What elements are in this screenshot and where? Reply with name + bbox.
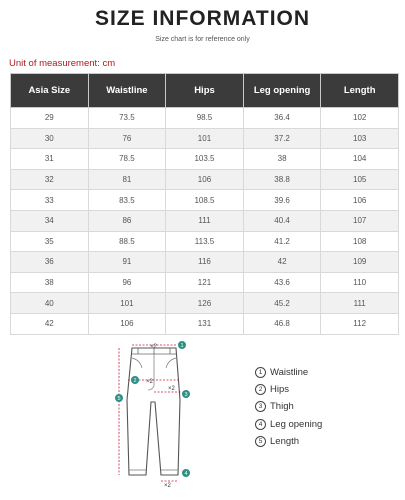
table-row <box>11 108 399 129</box>
table-header-row <box>11 74 399 108</box>
legend-label: Leg opening <box>270 418 323 430</box>
table-cell: 126 <box>166 293 244 314</box>
legend-item-thigh <box>255 398 322 415</box>
column-header: Hips <box>166 74 244 108</box>
marker-3-label: 3 <box>184 392 188 398</box>
table-cell: 111 <box>321 293 399 314</box>
table-cell: 96 <box>88 272 166 293</box>
table-row <box>11 272 399 293</box>
table-cell: 86 <box>88 210 166 231</box>
table-cell: 108 <box>321 231 399 252</box>
table-cell: 38 <box>11 272 89 293</box>
column-header: Asia Size <box>11 74 89 108</box>
legend-item-leg-opening <box>255 416 322 433</box>
table-cell: 108.5 <box>166 190 244 211</box>
table-cell: 43.6 <box>243 272 321 293</box>
measurement-legend <box>255 364 322 450</box>
table-cell: 113.5 <box>166 231 244 252</box>
pants-diagram <box>110 340 200 490</box>
table-cell: 106 <box>88 313 166 334</box>
column-header: Waistline <box>88 74 166 108</box>
table-cell: 45.2 <box>243 293 321 314</box>
table-cell: 103 <box>321 128 399 149</box>
table-cell: 36.4 <box>243 108 321 129</box>
table-cell: 109 <box>321 252 399 273</box>
table-cell: 34 <box>11 210 89 231</box>
table-cell: 40 <box>11 293 89 314</box>
legend-item-waistline <box>255 364 322 381</box>
legend-number-icon: 5 <box>255 436 266 447</box>
unit-note: Unit of measurement: cm <box>9 58 116 69</box>
table-cell: 40.4 <box>243 210 321 231</box>
subtitle: Size chart is for reference only <box>155 36 250 43</box>
table-cell: 76 <box>88 128 166 149</box>
table-cell: 30 <box>11 128 89 149</box>
table-cell: 88.5 <box>88 231 166 252</box>
table-cell: 35 <box>11 231 89 252</box>
table-cell: 38.8 <box>243 169 321 190</box>
table-row <box>11 169 399 190</box>
table-cell: 91 <box>88 252 166 273</box>
table-cell: 83.5 <box>88 190 166 211</box>
table-cell: 107 <box>321 210 399 231</box>
table-cell: 81 <box>88 169 166 190</box>
table-row <box>11 149 399 170</box>
table-cell: 78.5 <box>88 149 166 170</box>
legend-number-icon: 4 <box>255 419 266 430</box>
table-row <box>11 231 399 252</box>
marker-4-label: 4 <box>184 471 188 477</box>
pants-illustration <box>110 340 200 490</box>
table-cell: 112 <box>321 313 399 334</box>
table-cell: 39.6 <box>243 190 321 211</box>
table-cell: 102 <box>321 108 399 129</box>
column-header: Length <box>321 74 399 108</box>
legend-number-icon: 1 <box>255 367 266 378</box>
table-row <box>11 128 399 149</box>
marker-2-label: 2 <box>133 378 137 384</box>
multiplier-label: ×2 <box>146 379 153 385</box>
pants-outline <box>127 348 180 475</box>
table-cell: 42 <box>11 313 89 334</box>
table-cell: 105 <box>321 169 399 190</box>
table-cell: 131 <box>166 313 244 334</box>
table-cell: 33 <box>11 190 89 211</box>
legend-label: Thigh <box>270 401 294 413</box>
table-cell: 32 <box>11 169 89 190</box>
table-cell: 101 <box>166 128 244 149</box>
table-cell: 46.8 <box>243 313 321 334</box>
table-cell: 98.5 <box>166 108 244 129</box>
table-row <box>11 210 399 231</box>
table-cell: 73.5 <box>88 108 166 129</box>
table-cell: 104 <box>321 149 399 170</box>
table-cell: 38 <box>243 149 321 170</box>
size-table <box>10 73 399 335</box>
page-title: SIZE INFORMATION <box>94 7 311 30</box>
legend-label: Hips <box>270 384 290 396</box>
table-row <box>11 190 399 211</box>
legend-label: Length <box>270 435 300 447</box>
multiplier-label: ×2 <box>164 483 171 489</box>
multiplier-label: ×2 <box>168 386 175 392</box>
legend-item-length <box>255 433 322 450</box>
legend-number-icon: 3 <box>255 401 266 412</box>
table-cell: 36 <box>11 252 89 273</box>
multiplier-label: ×2 <box>150 344 157 350</box>
table-cell: 121 <box>166 272 244 293</box>
table-cell: 101 <box>88 293 166 314</box>
table-row <box>11 313 399 334</box>
table-body <box>11 108 399 335</box>
legend-item-hips <box>255 381 322 398</box>
table-cell: 37.2 <box>243 128 321 149</box>
table-cell: 116 <box>166 252 244 273</box>
table-cell: 106 <box>321 190 399 211</box>
marker-1-label: 1 <box>180 343 184 349</box>
table-cell: 29 <box>11 108 89 129</box>
table-cell: 106 <box>166 169 244 190</box>
table-cell: 41.2 <box>243 231 321 252</box>
table-cell: 31 <box>11 149 89 170</box>
table-row <box>11 252 399 273</box>
table-cell: 103.5 <box>166 149 244 170</box>
marker-5-label: 5 <box>117 396 121 402</box>
legend-number-icon: 2 <box>255 384 266 395</box>
table-cell: 110 <box>321 272 399 293</box>
table-row <box>11 293 399 314</box>
column-header: Leg opening <box>243 74 321 108</box>
table-cell: 111 <box>166 210 244 231</box>
legend-label: Waistline <box>270 367 309 379</box>
table-cell: 42 <box>243 252 321 273</box>
